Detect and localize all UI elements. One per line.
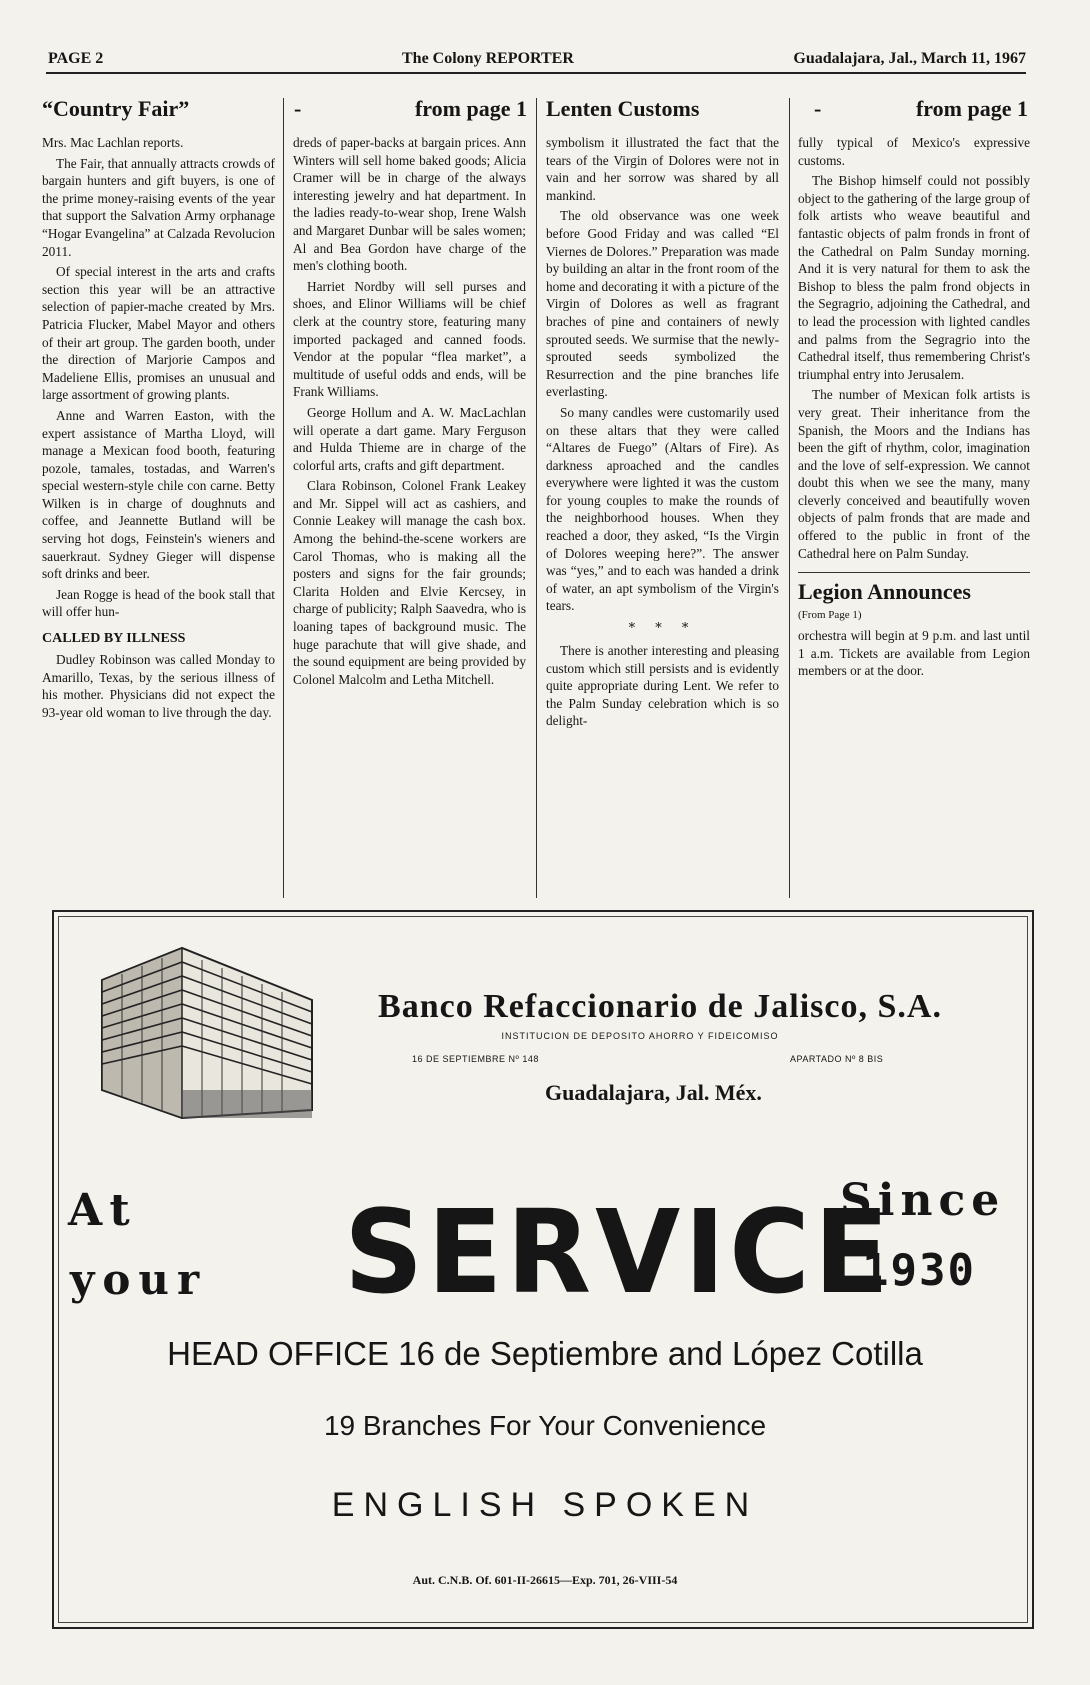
column-4 [798,134,1030,904]
bank-name: Banco Refaccionario de Jalisco, S.A. [378,988,942,1025]
continued-from: from page 1 [915,96,1028,121]
dash: - [814,96,822,121]
head-office: HEAD OFFICE 16 de Septiembre and López Cotilla [167,1335,923,1372]
section-break: * * * [628,621,697,637]
column-rule [536,98,537,898]
authorization-line: Aut. C.N.B. Of. 601-II-26615—Exp. 701, 26-VIII-54 [412,1573,678,1587]
paragraph: The old observance was one week before Good Friday and was called “El Viernes de Dolores.” Preparation was made by building an altar in the front room of the home and decorating it with a picture of the Virgin of Dolores as well as fragrant braches of pine and containers of newly sprouted seeds. We surmise that the newly-sprouted seeds symbolized the Resurrection and the pine branches life everlasting. [546,208,779,400]
slogan-service: SERVICE [344,1185,893,1320]
paragraph: Harriet Nordby will sell purses and shoes, and Elinor Williams will be chief clerk at the country store, featuring many imported packaged and canned foods. Vendor at the popular “flea market”, a multitude of useful odds and ends, will be Frank Williams. [293,278,526,400]
dateline: Guadalajara, Jal., March 11, 1967 [793,50,1026,67]
bank-address: 16 DE SEPTIEMBRE Nº 148 [412,1054,539,1064]
continued-from: from page 1 [414,96,527,121]
masthead [46,48,1026,74]
slogan-at: At [68,1185,138,1236]
paragraph: The Bishop himself could not possibly object to the gathering of the large group of folk artists who weave beautiful and fantastic objects of palm fronds in front of the Cathedral on Palm Sunday morning. And it is very natural for them to ask the Bishop to bless the palm frond objects in the Segragrio, adjoining the Cathedral, and to lead the procession with lighted candles and palms from the Segragrio into the Cathedral itself, thus remembering Christ's triumphal entry into Jerusalem. [798,173,1030,382]
slogan-since: Since [840,1175,1006,1226]
paragraph: Clara Robinson, Colonel Frank Leakey and Mr. Sippel will act as cashiers, and Connie Leakey will manage the cash box. Among the behind-the-scene workers are Carol Thomas, who is making all the posters and signs for the fair grounds; Clarita Holden and Elvie Kercsey, in charge of publicity; Ralph Saavedra, who is loaning tapes of background music. The huge parachute that will give shade, and the sound equipment are being provided by Colonel Malcolm and Letha Mitchell. [293,478,526,687]
paragraph: The Fair, that annually attracts crowds of bargain hunters and gift buyers, is one of the prime money-raising events of the year that support the Salvation Army orphanage “Hogar Evangelina” at Calzada Revolucion 2011. [42,155,275,259]
dash: - [294,96,302,121]
article-title: Lenten Customs [546,96,700,121]
divider [798,572,1030,573]
paragraph: fully typical of Mexico's expressive customs. [798,135,1030,168]
country-fair-heading [42,94,527,128]
paragraph: Jean Rogge is head of the book stall that will offer hun- [42,586,275,620]
subhead-illness: CALLED BY ILLNESS [42,631,186,647]
column-rule [283,98,284,898]
paragraph: symbolism it illustrated the fact that the tears of the Virgin of Dolores were not in vain and her sorrow was shared by all mankind. [546,135,779,203]
paragraph: Mrs. Mac Lachlan reports. [42,135,184,150]
founding-year: 1930 [862,1245,976,1296]
column-3 [546,134,779,904]
institution-type: INSTITUCION DE DEPOSITO AHORRO Y FIDEICOMISO [501,1031,779,1041]
paragraph: Of special interest in the arts and crafts section this year will be an attractive selection of papier-mache created by Mrs. Patricia Flucker, Mabel Mayor and others of their art group. The garden booth, under the direction of Marjorie Campos and Madeliene Ellis, promises an unusual and large assortment of growing plants. [42,264,275,403]
column-rule [789,98,790,898]
bank-city: Guadalajara, Jal. Méx. [545,1080,762,1105]
paragraph: George Hollum and A. W. MacLachlan will operate a dart game. Mary Ferguson and Hulda Thieme are in charge of the colorful arts, crafts and gift department. [293,404,526,473]
bank-building-illustration [72,940,327,1120]
column-2 [293,134,526,904]
paragraph: orchestra will begin at 9 p.m. and last until 1 a.m. Tickets are available from Legion members or at the door. [798,628,1030,679]
post-box: APARTADO Nº 8 BIS [790,1054,884,1064]
page-number: PAGE 2 [48,50,104,67]
paragraph: The number of Mexican folk artists is very great. Their inheritance from the Spanish, the Moors and the Indians has been the gift of rhythm, color, imagination and the love of self-expression. We cannot doubt this when we see the many, many cleverly conceived and beautifully woven objects of palm fronds that are made and offered to the public in front of the Cathedral here on Palm Sunday. [798,387,1030,561]
paragraph: dreds of paper-backs at bargain prices. Ann Winters will sell home baked goods; Alicia Cramer will be in charge of the always interesting jewelry and hat department. In the ladies ready-to-wear shop, Irene Walsh and Margaret Dunbar will be sales women; Al and Bea Gordon have charge of the men's clothing booth. [293,135,526,274]
lenten-customs-heading [546,94,1028,128]
english-spoken: ENGLISH SPOKEN [331,1486,759,1524]
branches-line: 19 Branches For Your Convenience [323,1410,767,1441]
paragraph: There is another interesting and pleasing custom which still persists and is evidently quite appropriate during Lent. We refer to the Palm Sunday celebration which is so delight- [546,643,779,729]
paragraph: Dudley Robinson was called Monday to Amarillo, Texas, by the serious illness of his mother. Physicians did not expect the 93-year old woman to live through the day. [42,652,275,720]
paragraph: Anne and Warren Easton, with the expert assistance of Martha Lloyd, will manage a Mexican food booth, featuring pozole, tamales, tostadas, and Warren's special western-style chile con carne. Betty Wilken is in charge of doughnuts and coffee, and Jeannette Butland will be serving hot dogs, Feinstein's wieners and sauerkraut. Sydney Gieger will dispense soft drinks and beer. [42,407,275,582]
column-1 [42,134,275,904]
continued-from: (From Page 1) [798,609,862,622]
legion-heading: Legion Announces [798,579,971,605]
article-title: “Country Fair” [42,96,190,121]
paragraph: So many candles were customarily used on these altars that they were called “Altares de Fuego” (Altars of Fire). As darkness aproached and the candles everywhere were lighted it was the custom for young couples to make the rounds of the neighborhood houses. When they reached a door, they asked, “Is the Virgin of Dolores weeping here?”. The answer was “yes,” and to each was handed a drink of water, an apt symbolism of the Virgin's tears. [546,404,779,614]
slogan-your: your [70,1255,208,1304]
newspaper-name: The Colony REPORTER [402,50,574,67]
